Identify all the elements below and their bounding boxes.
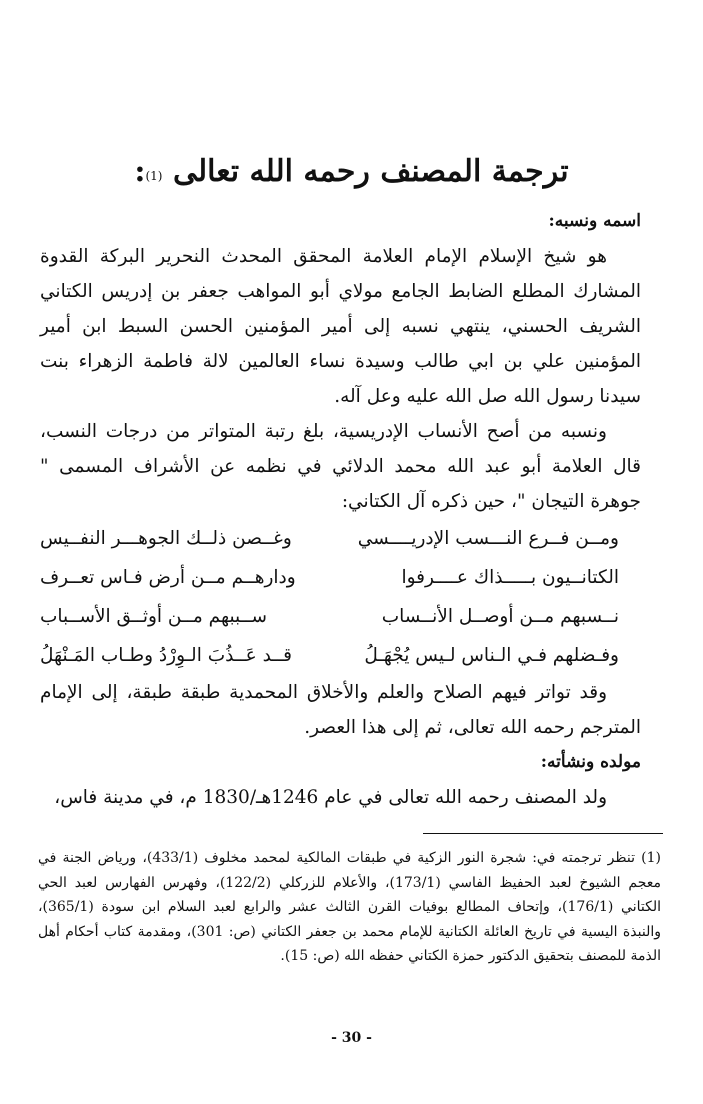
page-title <box>0 150 703 194</box>
footnotes <box>38 846 661 969</box>
paragraph-righteousness: وقد تواتر فيهم الصلاح والعلم والأخلاق المحمدية طبقة طبقة، إلى الإمام المترجم رحمه الله تعالى، ثم إلى هذا العصر. <box>40 682 641 738</box>
verse-second-hemistich: قــد عَــذُبَ الـوِرْدُ وطـاب المَـنْهَلُ <box>40 645 292 666</box>
verse-first-hemistich: الكتانــيون بـــــذاك عــــرفوا <box>401 567 619 588</box>
poem-verse <box>40 558 641 597</box>
poem <box>40 519 641 675</box>
poem-verse <box>40 597 641 636</box>
footnote-divider <box>423 833 663 834</box>
verse-first-hemistich: ومــن فــرع النـــسب الإدريــــسي <box>357 528 619 549</box>
verse-second-hemistich: وغــصن ذلــك الجوهـــر النفــيس <box>40 528 292 549</box>
section-heading-name-lineage: اسمه ونسبه: <box>548 211 641 231</box>
verse-first-hemistich: نــسبهم مــن أوصــل الأنــساب <box>381 606 619 627</box>
page-number: - 30 - <box>331 1030 372 1046</box>
poem-verse <box>40 519 641 558</box>
title-footnote-marker: (1) <box>145 169 163 183</box>
section-heading-birth: مولده ونشأته: <box>540 752 641 772</box>
verse-second-hemistich: ودارهــم مــن أرض فـاس تعــرف <box>40 567 296 588</box>
paragraph-lineage-poem-intro: ونسبه من أصح الأنساب الإدريسية، بلغ رتبة المتواتر من درجات النسب، قال العلامة أبو عبد الله محمد الدلائي في نظمه عن الأشراف المسمى " جوهرة التيجان "، حين ذكره آل الكتاني: <box>40 421 641 512</box>
verse-first-hemistich: وفـضلهم فـي الـناس لـيس يُجْهَـلُ <box>364 645 619 666</box>
paragraph-name-lineage: هو شيخ الإسلام الإمام العلامة المحقق المحدث النحرير البركة القدوة المشارك المطلع الضابط الجامع مولاي أبو المواهب جعفر بن إدريس الكتاني الشريف الحسني، ينتهي نسبه إلى أمير المؤمنين الحسن السبط ابن أمير المؤمنين علي بن ابي طالب وسيدة نساء العالمين لالة فاطمة الزهراء بنت سيدنا رسول الله صل الله عليه وعل آله. <box>40 246 641 407</box>
paragraph-birth: ولد المصنف رحمه الله تعالى في عام 1246هـ/1830 م، في مدينة فاس، <box>54 787 607 808</box>
main-text <box>40 204 641 815</box>
verse-second-hemistich: ســببهم مــن أوثــق الأســباب <box>40 606 267 627</box>
poem-verse <box>40 636 641 675</box>
title-colon: : <box>134 154 146 189</box>
title-text: ترجمة المصنف رحمه الله تعالى <box>172 154 569 189</box>
footnote-1: (1) تنظر ترجمته في: شجرة النور الزكية في طبقات المالكية لمحمد مخلوف (433/1)، ورياض الجنة في معجم الشيوخ لعبد الحفيظ الفاسي (173/1)، والأعلام للزركلي (122/2)، وفهرس الفهارس لعبد الحي الكتاني (176/1)، وإتحاف المطالع بوفيات القرن الثالث عشر والرابع لعبد السلام ابن سودة (365/1)، والنبذة اليسية في تاريخ العائلة الكتانية للإمام محمد بن جعفر الكتاني (ص: 301)، ومقدمة كتاب أحكام أهل الذمة للمصنف بتحقيق الدكتور حمزة الكتاني حفظه الله (ص: 15). <box>38 850 662 964</box>
